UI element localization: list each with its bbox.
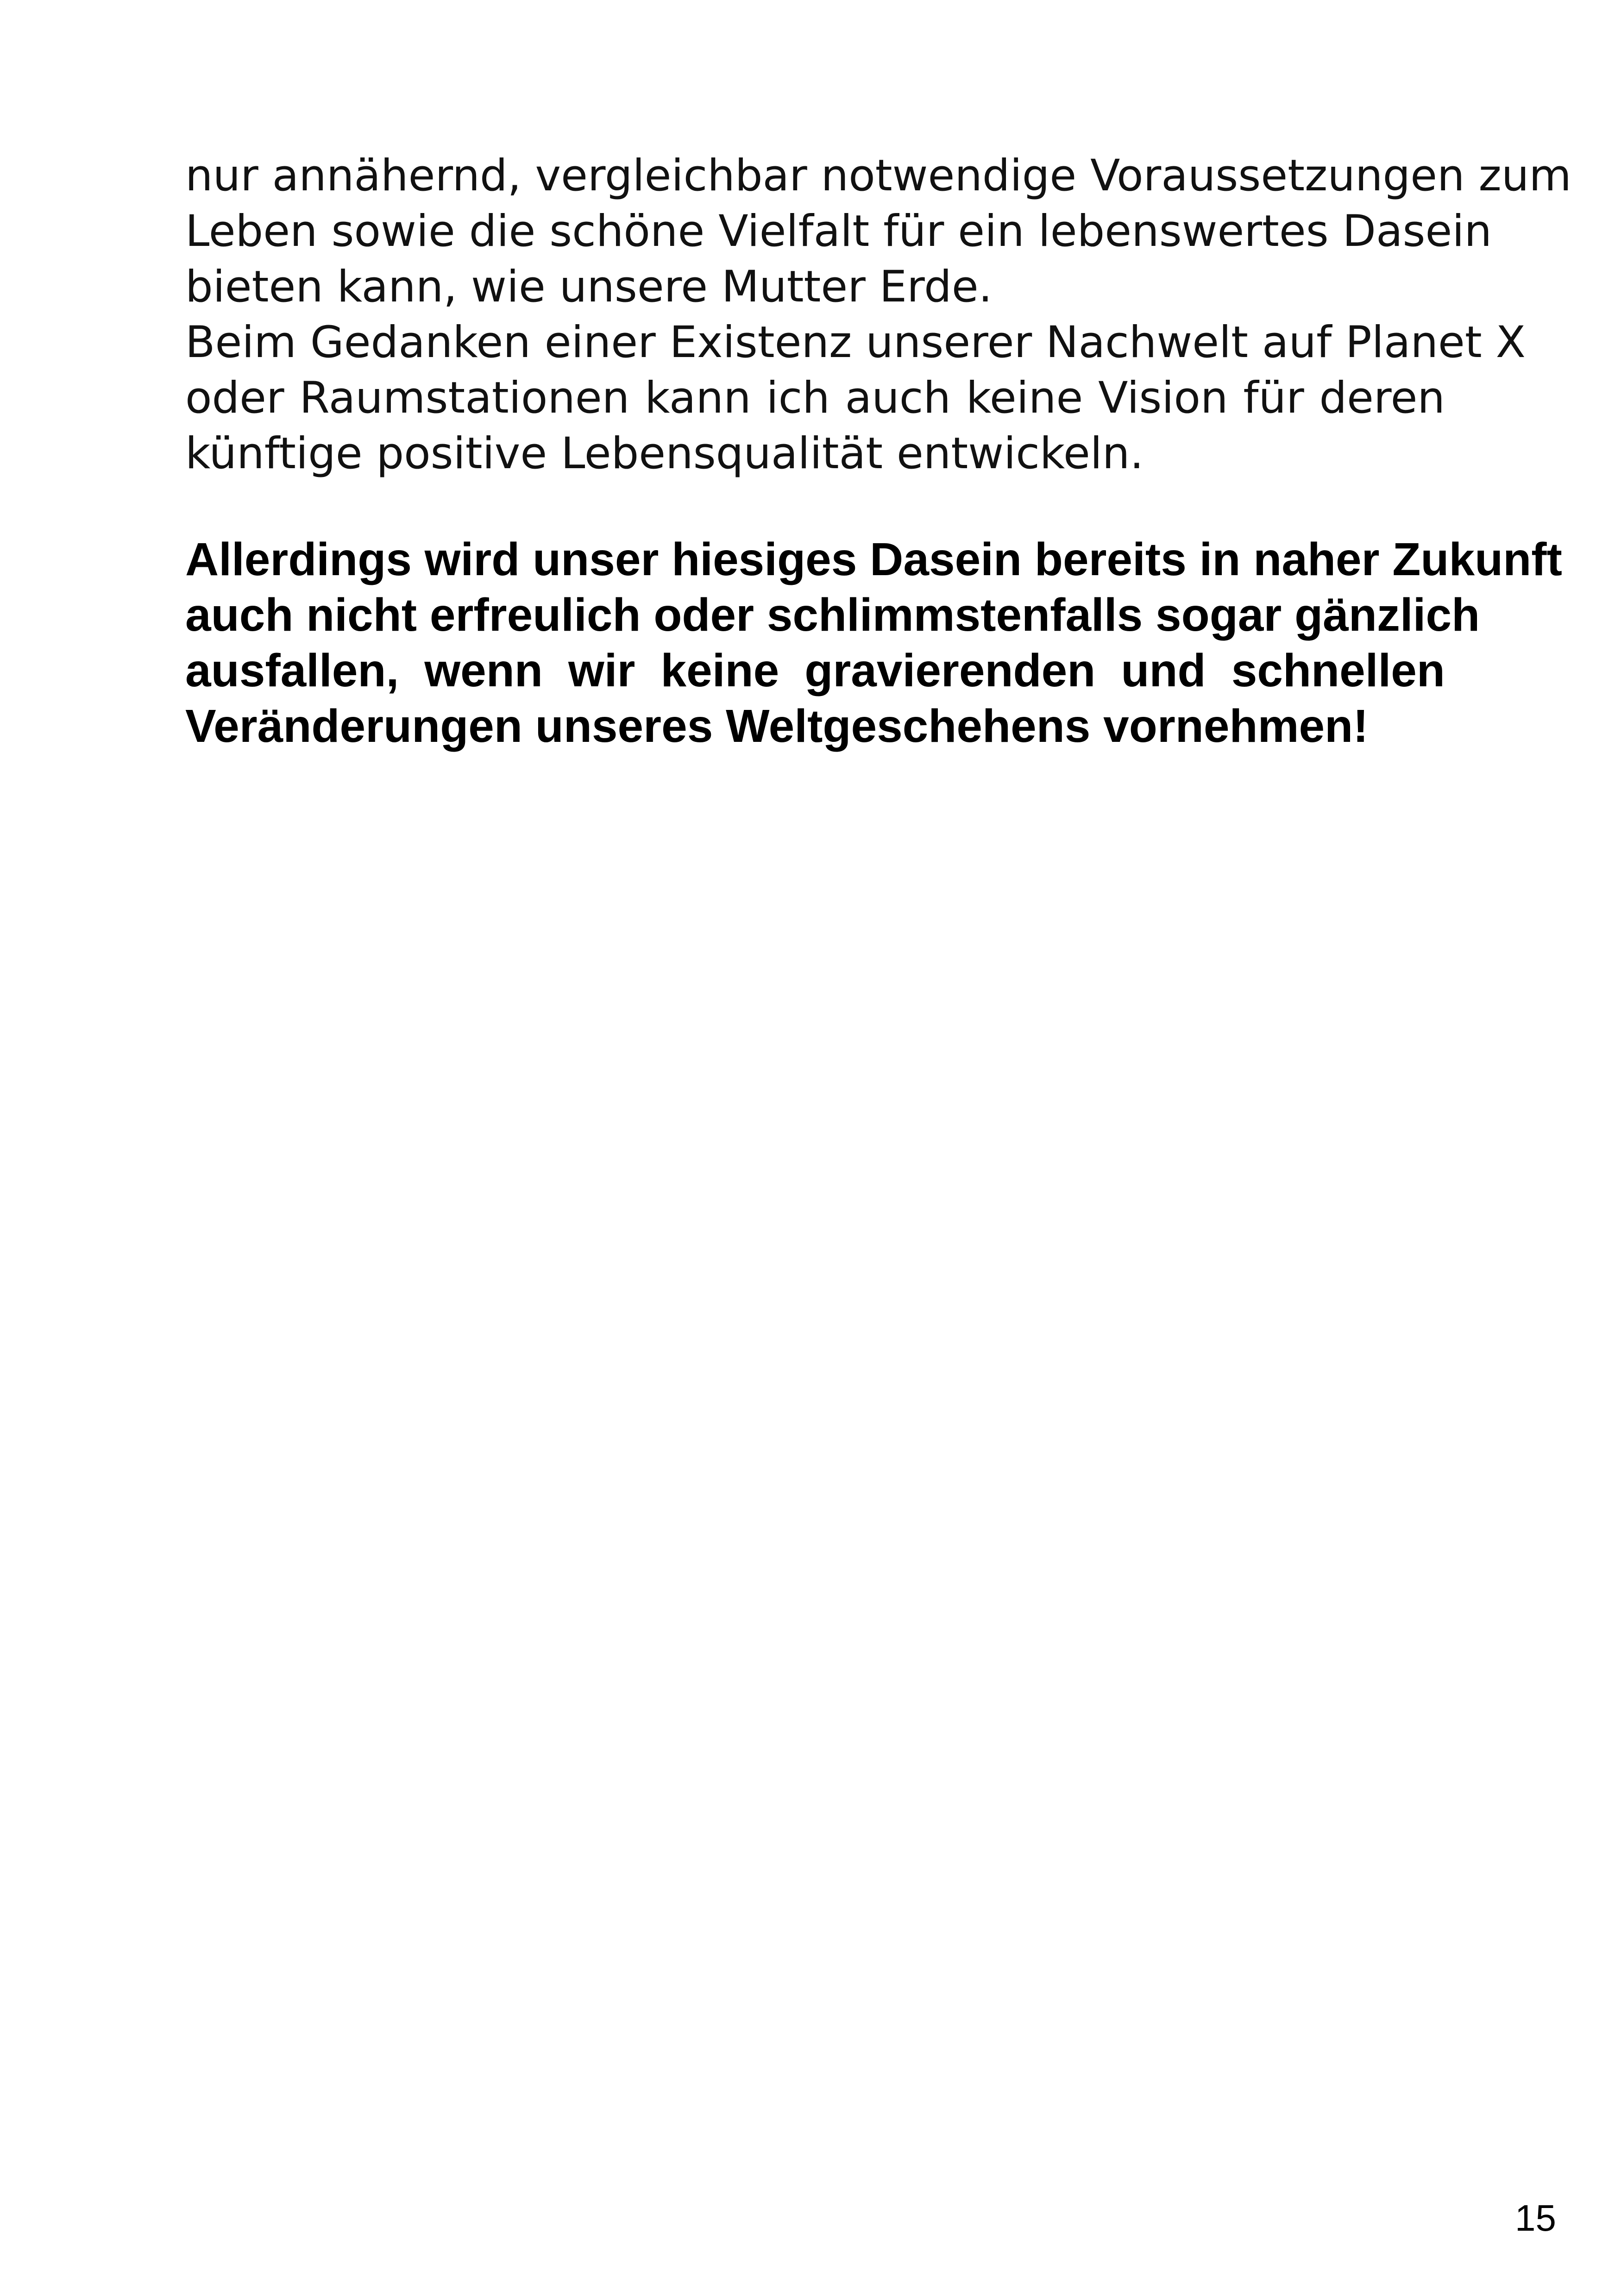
text-line: bieten kann, wie unsere Mutter Erde.	[185, 262, 993, 312]
text-line: Allerdings wird unser hiesiges Dasein bereits in naher Zukunft	[185, 533, 1562, 585]
text-line: oder Raumstationen kann ich auch keine Vision für deren	[185, 373, 1445, 423]
text-line: Beim Gedanken einer Existenz unserer Nachwelt auf Planet X	[185, 317, 1526, 368]
text-line: nur annähernd, vergleichbar notwendige Voraussetzungen zum	[185, 151, 1571, 201]
text-line: Leben sowie die schöne Vielfalt für ein lebenswertes Dasein	[185, 206, 1492, 257]
text-line: auch nicht erfreulich oder schlimmstenfalls sogar gänzlich	[185, 589, 1480, 641]
text-line: Veränderungen unseres Weltgeschehens vornehmen!	[185, 700, 1369, 752]
paragraph-regular	[185, 148, 1571, 482]
paragraph-bold	[185, 532, 1562, 754]
text-line: ausfallen, wenn wir keine gravierenden und schnellen	[185, 645, 1445, 696]
page-number: 15	[1515, 2197, 1556, 2239]
text-line: künftige positive Lebensqualität entwickeln.	[185, 428, 1144, 479]
